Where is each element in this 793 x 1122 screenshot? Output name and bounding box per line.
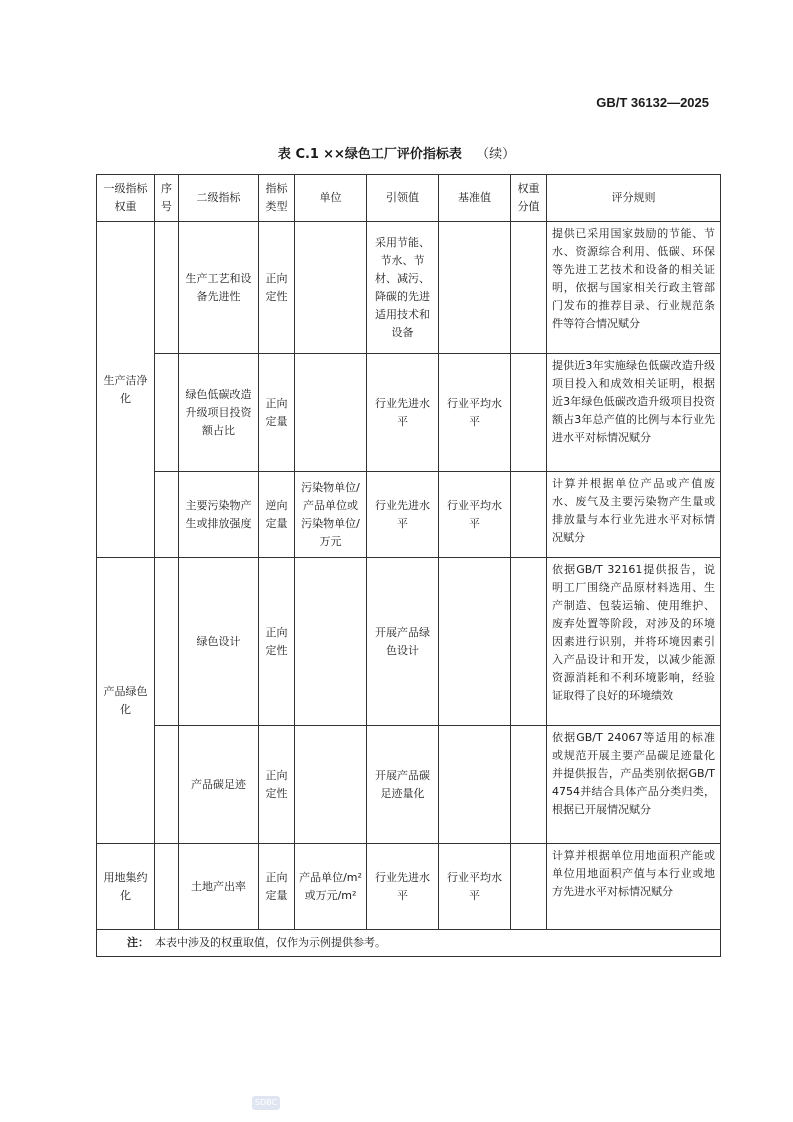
col-header-level2: 二级指标 [179,175,259,222]
table-row [97,844,721,930]
base-cell: 行业平均水平 [439,844,511,930]
table-header-row [97,175,721,222]
table-continued: （续） [476,147,516,162]
table-row [97,354,721,472]
lead-cell: 开展产品碳足迹量化 [367,726,439,844]
lead-cell: 开展产品绿色设计 [367,558,439,726]
rule-cell: 计算并根据单位产品或产值废水、废气及主要污染物产生量或排放量与本行业先进水平对标情况赋分 [547,472,721,558]
col-header-lead: 引领值 [367,175,439,222]
col-header-base: 基准值 [439,175,511,222]
weight-cell [511,354,547,472]
rule-cell: 计算并根据单位用地面积产能或单位用地面积产值与本行业或地方先进水平对标情况赋分 [547,844,721,930]
note-text: 本表中涉及的权重取值，仅作为示例提供参考。 [155,936,386,949]
table-name: ××绿色工厂评价指标表 [323,147,462,162]
col-header-level1: 一级指标 权重 [97,175,155,222]
weight-cell [511,472,547,558]
type-cell: 正向定量 [259,844,295,930]
indicator-cell: 主要污染物产生或排放强度 [179,472,259,558]
unit-cell [295,726,367,844]
level1-cell: 用地集约化 [97,844,155,930]
no-cell [155,558,179,726]
col-header-weight: 权重分值 [511,175,547,222]
weight-cell [511,726,547,844]
base-cell [439,222,511,354]
unit-cell [295,558,367,726]
level1-cell: 产品绿色化 [97,558,155,844]
table-note-row [97,930,721,957]
note-label: 注： [127,936,149,949]
rule-cell: 提供已采用国家鼓励的节能、节水、资源综合利用、低碳、环保等先进工艺技术和设备的相关证明，依据与国家相关行政主管部门发布的推荐目录、行业规范条件等符合情况赋分 [547,222,721,354]
indicator-cell: 产品碳足迹 [179,726,259,844]
weight-cell [511,844,547,930]
no-cell [155,472,179,558]
table-row [97,472,721,558]
indicator-table [96,174,721,957]
type-cell: 正向定量 [259,354,295,472]
col-header-rule: 评分规则 [547,175,721,222]
table-note [97,930,721,957]
no-cell [155,844,179,930]
weight-cell [511,558,547,726]
type-cell: 正向定性 [259,558,295,726]
indicator-cell: 土地产出率 [179,844,259,930]
base-cell [439,726,511,844]
level1-cell: 生产洁净化 [97,222,155,558]
base-cell: 行业平均水平 [439,354,511,472]
no-cell [155,354,179,472]
base-cell [439,558,511,726]
lead-cell: 行业先进水平 [367,844,439,930]
rule-cell: 提供近3年实施绿色低碳改造升级项目投入和成效相关证明，根据近3年绿色低碳改造升级项目投资额占3年总产值的比例与本行业先进水平对标情况赋分 [547,354,721,472]
table-row [97,222,721,354]
unit-cell [295,354,367,472]
col-header-unit: 单位 [295,175,367,222]
table-row [97,726,721,844]
unit-cell: 产品单位/m²或万元/m² [295,844,367,930]
indicator-cell: 绿色设计 [179,558,259,726]
publisher-watermark: SDBC [252,1096,280,1110]
table-title [0,143,793,162]
unit-cell [295,222,367,354]
no-cell [155,222,179,354]
standard-code: GB/T 36132—2025 [596,95,709,110]
lead-cell: 行业先进水平 [367,354,439,472]
type-cell: 正向定性 [259,222,295,354]
lead-cell: 行业先进水平 [367,472,439,558]
type-cell: 正向定性 [259,726,295,844]
rule-cell: 依据GB/T 24067等适用的标准或规范开展主要产品碳足迹量化并提供报告，产品类别依据GB/T 4754并结合具体产品分类归类，根据已开展情况赋分 [547,726,721,844]
weight-cell [511,222,547,354]
lead-cell: 采用节能、节水、节材、减污、降碳的先进适用技术和设备 [367,222,439,354]
base-cell: 行业平均水平 [439,472,511,558]
col-header-type: 指标类型 [259,175,295,222]
col-header-no: 序号 [155,175,179,222]
no-cell [155,726,179,844]
table-number: 表 C.1 [277,147,319,162]
table-row [97,558,721,726]
unit-cell: 污染物单位/产品单位或污染物单位/万元 [295,472,367,558]
type-cell: 逆向定量 [259,472,295,558]
indicator-cell: 生产工艺和设备先进性 [179,222,259,354]
rule-cell: 依据GB/T 32161提供报告，说明工厂围绕产品原材料选用、生产制造、包装运输、使用维护、废弃处置等阶段，对涉及的环境因素进行识别，并将环境因素引入产品设计和开发，以减少能源资源消耗和不利环境影响，经验证取得了良好的环境绩效 [547,558,721,726]
indicator-cell: 绿色低碳改造升级项目投资额占比 [179,354,259,472]
